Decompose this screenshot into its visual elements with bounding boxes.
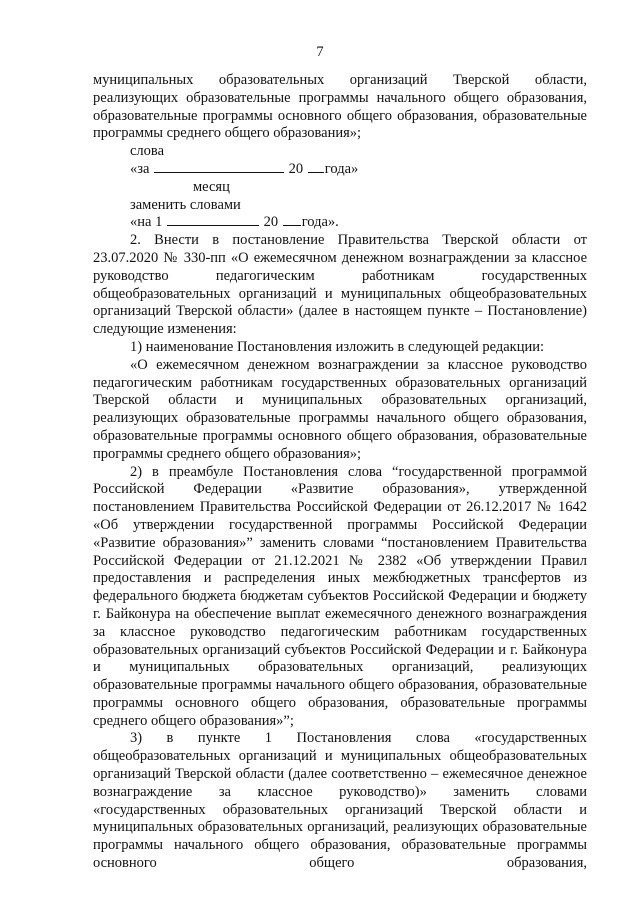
- paragraph-subitem-3: 3) в пункте 1 Постановления слова «государственных общеобразовательных организаций и муниципальных общеобразовательных организаций Тверской области (далее соответственно – ежемесячное денежное вознаграждение за классное руководство)» заменить словами «государственных образовательных организаций Тверской области и муниципальных образовательных организаций, реализующих образовательные программы начального общего образования, образовательные программы основного общего образования,: [93, 730, 587, 872]
- month-caption: месяц: [193, 178, 230, 195]
- paragraph-item-2: 2. Внести в постановление Правительства Тверской области от 23.07.2020 № 330-пп «О ежемесячном денежном вознаграждении за классное руководство педагогическим работникам государственных общеобразовательных организаций и муниципальных общеобразовательных организаций Тверской области» (далее в настоящем пункте – Постановление) следующие изменения:: [93, 232, 587, 338]
- blank-line: [283, 224, 301, 226]
- words-label: слова: [130, 143, 165, 160]
- replace-label: заменить словами: [130, 196, 241, 213]
- form-line-za: [93, 161, 587, 179]
- paragraph-new-title: «О ежемесячном денежном вознаграждении за классное руководство педагогическим работникам государственных образовательных организаций Тверской области и муниципальных образовательных организаций, реализующих образовательные программы начального общего образования, образовательные программы основного общего образования, образовательные программы среднего общего образования»;: [93, 356, 587, 462]
- form-line-za-prefix: «за: [130, 160, 150, 177]
- page-number: 7: [316, 44, 324, 60]
- blank-line: [167, 224, 259, 226]
- form-line-na-prefix: «на 1: [130, 214, 163, 231]
- form-line-za-suffix: года»: [324, 160, 359, 177]
- document-body: [93, 72, 587, 873]
- blank-line: [154, 171, 284, 173]
- form-line-na: [93, 214, 587, 232]
- form-line-na-suffix: года».: [301, 214, 339, 231]
- form-line-na-year: 20: [263, 214, 279, 231]
- blank-line: [308, 171, 324, 173]
- paragraph-subitem-1: 1) наименование Постановления изложить в следующей редакции:: [130, 338, 545, 355]
- paragraph-continuation: муниципальных образовательных организаций Тверской области, реализующих образовательные программы начального общего образования, образовательные программы основного общего образования, образовательные программы среднего общего образования»;: [93, 72, 587, 142]
- form-line-za-year: 20: [288, 160, 304, 177]
- paragraph-subitem-2: 2) в преамбуле Постановления слова “государственной программой Российской Федерации «Развитие образования», утвержденной постановлением Правительства Российской Федерации от 26.12.2017 № 1642 «Об утверждении государственной программы Российской Федерации «Развитие образования»” заменить словами “постановлением Правительства Российской Федерации от 21.12.2021 № 2382 «Об утверждении Правил предоставления и распределения иных межбюджетных трансфертов из федерального бюджета бюджетам субъектов Российской Федерации и бюджету г. Байконура на обеспечение выплат ежемесячного денежного вознаграждения за классное руководство педагогическим работникам государственных образовательных организаций субъектов Российской Федерации и г. Байконура и муниципальных образовательных организаций, реализующих образовательные программы начального общего образования, образовательные программы основного общего образования, образовательные программы среднего общего образования»”;: [93, 463, 587, 729]
